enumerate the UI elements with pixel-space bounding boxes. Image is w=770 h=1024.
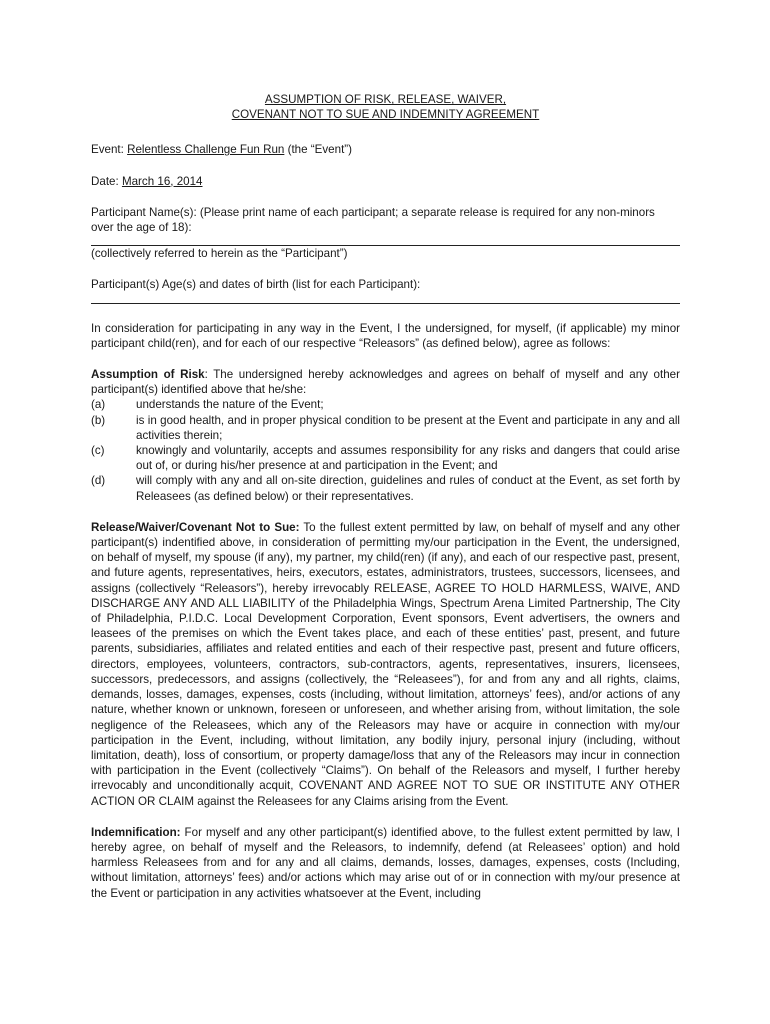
- assumption-item: [91, 413, 680, 443]
- date-value: March 16, 2014: [121, 174, 203, 188]
- assumption-heading: Assumption of Risk: [91, 368, 205, 382]
- event-name: Relentless Challenge Fun Run: [127, 143, 285, 157]
- date-line: [91, 174, 680, 189]
- item-text: will comply with any and all on-site direction, guidelines and rules of conduct at the Event, as set forth by Releasees (as defined below) or their representatives.: [136, 474, 680, 503]
- indemnification-text: For myself and any other participant(s) identified above, to the fullest extent permitted by law, I hereby agree, on behalf of myself and the Releasors, to indemnify, defend (at Releasees’ option) and hold harmless Releasees from and for any and all claims, demands, losses, damages, expenses, costs (Including, without limitation, attorneys’ fees) and/or actions which may arise out of or in connection with my/our presence at the Event or participation in any activities whatsoever at the Event, including: [91, 825, 680, 900]
- assumption-intro-text: : The undersigned hereby acknowledges and agrees on behalf of myself and any other participant(s) identified above that he/she:: [91, 368, 680, 397]
- item-text: is in good health, and in proper physical condition to be present at the Event and participate in any and all activities therein;: [136, 413, 680, 442]
- item-label: (b): [91, 413, 106, 427]
- indemnification-heading: Indemnification:: [91, 825, 181, 839]
- item-label: (c): [91, 444, 105, 458]
- title-line-1: ASSUMPTION OF RISK, RELEASE, WAIVER,: [264, 93, 507, 106]
- participant-ages-field[interactable]: [91, 303, 680, 304]
- date-label: Date:: [91, 174, 122, 188]
- document-page: [91, 92, 680, 901]
- release-heading: Release/Waiver/Covenant Not to Sue:: [91, 520, 300, 534]
- participant-ages-label: Participant(s) Age(s) and dates of birth (list for each Participant):: [91, 278, 421, 292]
- assumption-item: [91, 473, 680, 503]
- item-label: (a): [91, 398, 106, 412]
- participant-collective-note: (collectively referred to herein as the “Participant”): [91, 247, 348, 261]
- assumption-of-risk-section: [91, 367, 680, 504]
- item-text: understands the nature of the Event;: [136, 398, 324, 412]
- document-title: [91, 92, 680, 122]
- release-text: To the fullest extent permitted by law, on behalf of myself and any other participant(s) indentified above, in consideration of permitting my/our participation in the Event, the undersigned, on behalf of myself, my spouse (if any), my partner, my child(ren) (if any), and each of our respective past, present, and future agents, representatives, heirs, executors, estates, administrators, trustees, successors, licensees, and assigns (collectively “Releasors”), hereby irrevocably RELEASE, AGREE TO HOLD HARMLESS, WAIVE, AND DISCHARGE ANY AND ALL LIABILITY of the Philadelphia Wings, Spectrum Arena Limited Partnership, The City of Philadelphia, P.I.D.C. Local Development Corporation, Event sponsors, Event advertisers, the owners and leasees of the premises on which the Event takes place, and each of these entities’ past, present, and future parents, subsidiaries, affiliates and related entities and each of their respective past, present and future officers, directors, employees, volunteers, contractors, sub-contractors, agents, representatives, insurers, licensees, successors, predecessors, and assigns (collectively, the “Releasees”), for and from any and all rights, claims, demands, losses, damages, expenses, costs (including, without limitation, attorneys’ fees), and/or actions of any nature, whether known or unknown, foreseen or unforeseen, and whether arising from, without limitation, the sole negligence of the Releasees, which any of the Releasors may have or acquire in connection with my/our participation in the Event, including, without limitation, any bodily injury, personal injury (including, without limitation, death), loss of consortium, or property damage/loss that any of the Releasors may incur in connection with participation in the Event (collectively “Claims”). On behalf of the Releasors and myself, I further hereby irrevocably and unconditionally acquit, COVENANT AND AGREE NOT TO SUE OR INSTITUTE ANY OTHER ACTION OR CLAIM against the Releasees for any Claims arising from the Event.: [91, 520, 680, 808]
- event-label: Event:: [91, 143, 128, 157]
- participant-names-label: Participant Name(s): (Please print name of each participant; a separate release is required for any non-minors over the age of 18):: [91, 205, 655, 235]
- consideration-paragraph: In consideration for participating in any way in the Event, I the undersigned, for myself, (if applicable) my minor participant child(ren), and for each of our respective “Releasors” (as defined below), agree as follows:: [91, 321, 680, 350]
- assumption-item: [91, 397, 680, 412]
- assumption-intro: [91, 367, 680, 397]
- event-suffix: (the “Event”): [284, 143, 353, 157]
- assumption-item: [91, 443, 680, 473]
- event-line: [91, 142, 680, 157]
- item-label: (d): [91, 474, 106, 488]
- item-text: knowingly and voluntarily, accepts and assumes responsibility for any risks and dangers that could arise out of, or during his/her presence at and participation in the Event; and: [136, 444, 680, 473]
- release-paragraph: [91, 520, 680, 809]
- indemnification-paragraph: [91, 825, 680, 901]
- title-line-2: COVENANT NOT TO SUE AND INDEMNITY AGREEMENT: [231, 108, 540, 122]
